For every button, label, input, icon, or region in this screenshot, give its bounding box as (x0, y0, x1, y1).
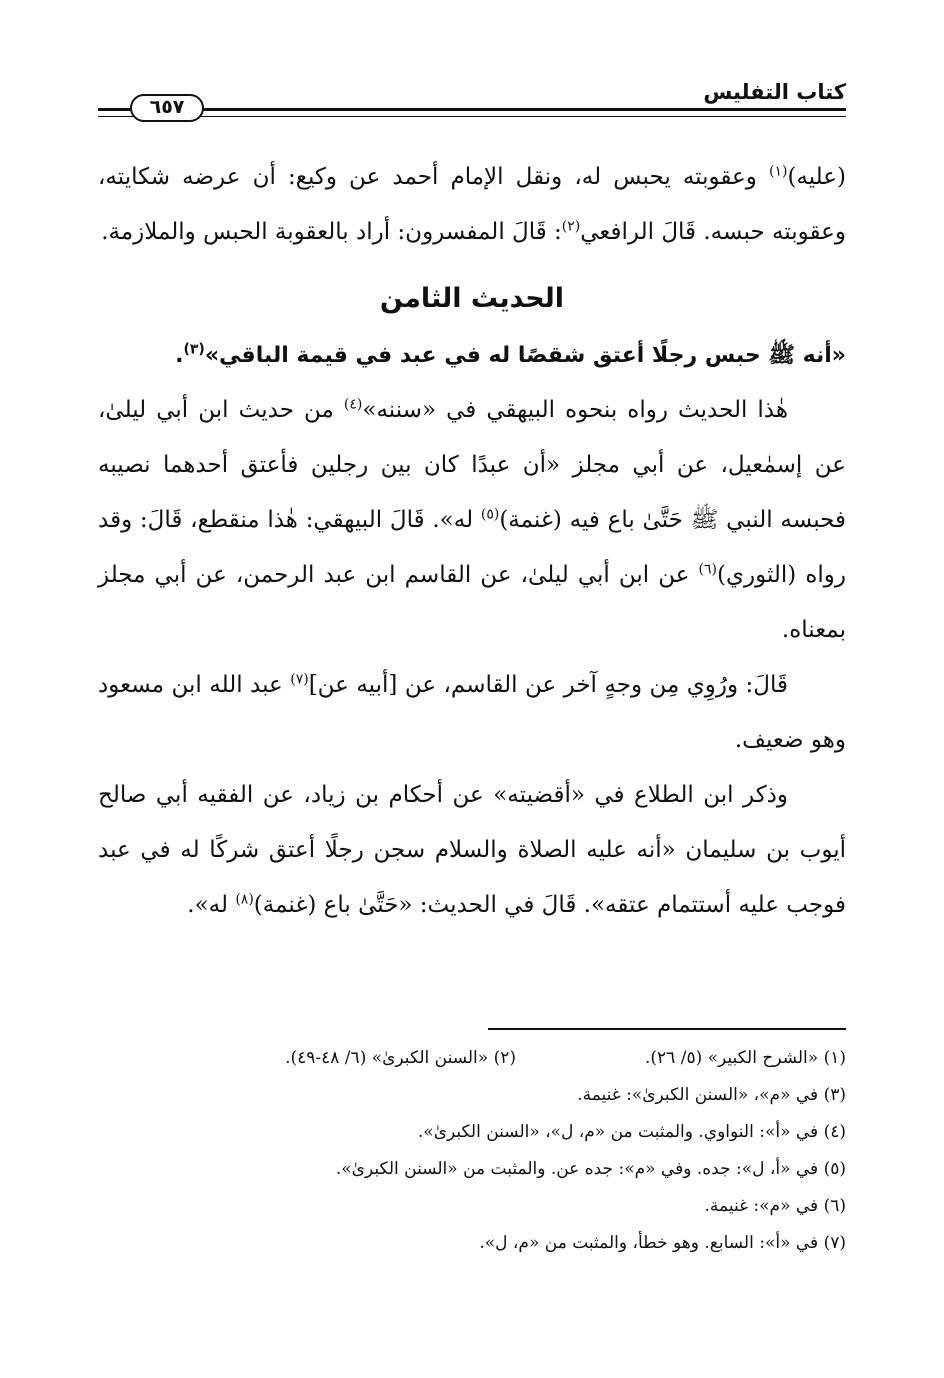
text-run: «أنه ﷺ حبس رجلًا أعتق شقصًا له في عبد في قيمة الباقي» (204, 343, 846, 368)
footnotes (98, 1040, 846, 1262)
footnote-ref-1: (١) (768, 163, 788, 180)
header-rule-thin (98, 116, 846, 117)
paragraph-4 (98, 768, 846, 933)
footnote-ref-7: (٧) (290, 671, 309, 688)
footnote-6: (٦) في «م»: غنيمة. (704, 1196, 846, 1216)
text-run: هٰذا الحديث رواه بنحوه البيهقي في «سننه» (362, 397, 789, 423)
footnote-ref-6: (٦) (698, 561, 717, 578)
text-run: من حديث ابن أبي ليلىٰ، عن إسمٰعيل، عن أبي مجلز «أن عبدًا كان بين رجلين فأعتق أحدهما نصيبه فحبسه النبي ﷺ حَتَّىٰ باع فيه (غنمة) (98, 397, 846, 533)
book-title: كتاب التفليس (703, 80, 846, 104)
footnote-1: (١) «الشرح الكبير» (٥/ ٢٦). (644, 1048, 846, 1068)
footnote-ref-8: (٨) (235, 891, 254, 908)
footnote-3: (٣) في «م»، «السنن الكبرىٰ»: غنيمة. (577, 1085, 846, 1105)
page-header (98, 80, 846, 126)
text-run: له». (187, 892, 236, 918)
text-run: قَالَ: ورُوِي مِن وجهٍ آخر عن القاسم، عن [أبيه عن] (308, 672, 788, 698)
text-run: . (175, 343, 184, 368)
footnote-4: (٤) في «أ»: النواوي. والمثبت من «م، ل»، «السنن الكبرىٰ». (417, 1122, 846, 1142)
header-rule-thick (198, 108, 846, 111)
footnote-row (98, 1040, 846, 1077)
text-run: عن ابن أبي ليلىٰ، عن القاسم ابن عبد الرحمن، عن أبي مجلز بمعناه. (98, 562, 846, 643)
footnote-ref-3: (٣) (183, 341, 205, 358)
text-run: (عليه) (787, 164, 846, 190)
section-heading: الحديث الثامن (379, 283, 565, 314)
text-run: له». قَالَ البيهقي: هٰذا منقطع، قَالَ: وقد رواه (الثوري) (98, 507, 846, 588)
text-run: وذكر ابن الطلاع في «أقضيته» عن أحكام بن زياد، عن الفقيه أبي صالح أيوب بن سليمان «أنه عليه الصلاة والسلام سجن رجلًا أعتق شركًا له في عبد فوجب عليه أستتمام عتقه». قَالَ في الحديث: «حَتَّىٰ باع (غنمة) (98, 782, 846, 918)
footnote-ref-4: (٤) (343, 396, 363, 413)
footnote-ref-5: (٥) (480, 506, 500, 523)
text-run: عبد الله ابن مسعود وهو ضعيف. (98, 672, 846, 753)
main-text (98, 150, 846, 933)
hadith-text (98, 328, 846, 383)
paragraph-1 (98, 150, 846, 260)
footnote-7: (٧) في «أ»: السابع. وهو خطأ، والمثبت من «م، ل». (479, 1233, 846, 1253)
footnote-2: (٢) «السنن الكبرىٰ» (٦/ ٤٨-٤٩). (285, 1048, 516, 1068)
footnote-separator (488, 1028, 846, 1030)
paragraph-3 (98, 658, 846, 768)
text-run: وعقوبته يحبس له، ونقل الإمام أحمد عن وكيع: أن عرضه شكايته، وعقوبته حبسه. قَالَ الرافعي (98, 164, 846, 245)
footnote-5: (٥) في «أ، ل»: جده. وفي «م»: جده عن. والمثبت من «السنن الكبرىٰ». (335, 1159, 846, 1179)
footnote-ref-2: (٢) (561, 218, 581, 235)
page-number: ٦٥٧ (130, 94, 204, 122)
text-run: : قَالَ المفسرون: أراد بالعقوبة الحبس والملازمة. (101, 219, 562, 245)
paragraph-2 (98, 383, 846, 658)
